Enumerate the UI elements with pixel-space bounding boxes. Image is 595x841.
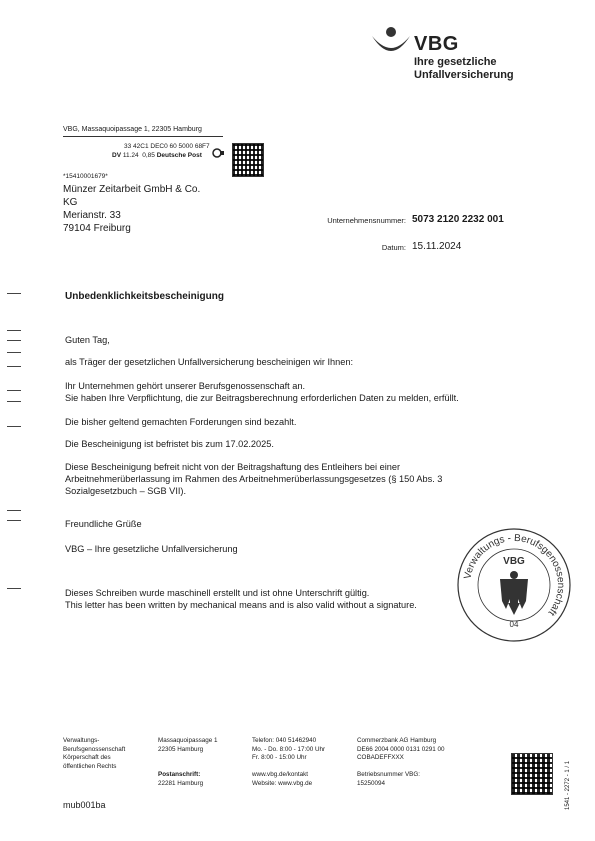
footer-line: Körperschaft des bbox=[63, 754, 111, 761]
postage-service: Deutsche Post bbox=[156, 152, 202, 159]
margin-mark bbox=[7, 352, 21, 353]
company-number-value: 5073 2120 2232 001 bbox=[412, 214, 504, 225]
post-horn-icon bbox=[212, 148, 224, 158]
vbg-logo-icon bbox=[370, 26, 412, 56]
seal-center-text: VBG bbox=[503, 556, 525, 567]
recipient-city: 79104 Freiburg bbox=[63, 223, 131, 234]
footer-line: Commerzbank AG Hamburg bbox=[357, 737, 437, 744]
footer-line: öffentlichen Rechts bbox=[63, 762, 117, 770]
footer-contact bbox=[252, 737, 325, 788]
recipient-address bbox=[63, 170, 200, 235]
official-seal bbox=[456, 527, 572, 643]
note-german: Dieses Schreiben wurde maschinell erstellt und ist ohne Unterschrift gültig. bbox=[65, 588, 370, 598]
footer-line: Massaquoipassage 1 bbox=[158, 737, 218, 744]
date-label: Datum: bbox=[381, 243, 406, 252]
margin-mark bbox=[7, 390, 21, 391]
liability-line-1: Diese Bescheinigung befreit nicht von der Beitragshaftung des Entleihers bei einer bbox=[65, 462, 401, 472]
footer-line: DE66 2004 0000 0131 0291 00 bbox=[357, 745, 445, 753]
fold-mark bbox=[7, 293, 21, 294]
recipient-street: Merianstr. 33 bbox=[63, 210, 121, 221]
footer-line: Berufsgenossenschaft bbox=[63, 745, 126, 753]
seal-number: 04 bbox=[509, 620, 519, 629]
side-code: 1541 - 2272 - 1 / 1 bbox=[565, 760, 571, 810]
recipient-name-2: KG bbox=[63, 197, 78, 208]
footer-bank bbox=[357, 737, 445, 788]
margin-mark bbox=[7, 510, 21, 511]
intro-paragraph: als Träger der gesetzlichen Unfallversicherung bescheinigen wir Ihnen: bbox=[65, 357, 354, 367]
footer-line: Betriebsnummer VBG: bbox=[357, 771, 420, 778]
liability-line-2: Arbeitnehmerüberlassung im Rahmen des Arbeitnehmerüberlassungsgesetzes (§ 150 Abs. 3 bbox=[65, 474, 443, 484]
footer-line: Fr. 8:00 - 15:00 Uhr bbox=[252, 754, 307, 761]
footer-line: 22305 Hamburg bbox=[158, 745, 204, 753]
postage-date: 11.24 bbox=[122, 152, 139, 159]
liability-line-3: Sozialgesetzbuch – SGB VII). bbox=[65, 486, 187, 496]
footer-org bbox=[63, 737, 125, 771]
note-english: This letter has been written by mechanical means and is also valid without a signature. bbox=[65, 600, 417, 610]
postage-dv: DV bbox=[112, 152, 122, 159]
footer-line: Mo. - Do. 8:00 - 17:00 Uhr bbox=[252, 745, 326, 753]
margin-mark bbox=[7, 520, 21, 521]
sender-underline bbox=[63, 136, 223, 137]
postage-info bbox=[112, 142, 210, 160]
postage-price: 0,85 bbox=[142, 152, 155, 159]
seal-ring-text: Verwaltungs - Berufsgenossenschaft bbox=[462, 532, 567, 618]
footer-line: 22281 Hamburg bbox=[158, 779, 204, 787]
subject: Unbedenklichkeitsbescheinigung bbox=[65, 291, 224, 302]
greeting: Guten Tag, bbox=[65, 335, 110, 345]
fold-mark bbox=[7, 588, 21, 589]
margin-mark bbox=[7, 330, 21, 331]
validity-line: Die Bescheinigung ist befristet bis zum 17.02.2025. bbox=[65, 439, 274, 449]
margin-mark bbox=[7, 426, 21, 427]
membership-line: Ihr Unternehmen gehört unserer Berufsgenossenschaft an. bbox=[65, 381, 306, 391]
margin-mark bbox=[7, 340, 21, 341]
logo-tagline-2: Unfallversicherung bbox=[414, 69, 514, 81]
logo bbox=[414, 33, 514, 82]
postage-code: 33 42C1 DEC0 60 5000 68F7 bbox=[124, 143, 210, 150]
logo-name: VBG bbox=[414, 33, 459, 55]
logo-tagline-1: Ihre gesetzliche bbox=[414, 56, 497, 68]
postage-line bbox=[112, 151, 210, 160]
recipient-name-1: Münzer Zeitarbeit GmbH & Co. bbox=[63, 184, 201, 195]
footer-website-link[interactable]: Website: www.vbg.de bbox=[252, 779, 313, 787]
margin-mark bbox=[7, 366, 21, 367]
closing: Freundliche Grüße bbox=[65, 519, 142, 529]
date-value: 15.11.2024 bbox=[412, 241, 462, 252]
sender-line: VBG, Massaquoipassage 1, 22305 Hamburg bbox=[63, 126, 202, 133]
payment-line: Die bisher geltend gemachten Forderungen sind bezahlt. bbox=[65, 417, 297, 427]
obligation-line: Sie haben Ihre Verpflichtung, die zur Beitragsberechnung erforderlichen Daten zu melden, erfüllt. bbox=[65, 393, 459, 403]
margin-mark bbox=[7, 401, 21, 402]
footer-address bbox=[158, 737, 218, 788]
recipient-code: *15410001679* bbox=[63, 173, 108, 180]
document-id: mub001ba bbox=[63, 800, 106, 810]
footer-line: 15250094 bbox=[357, 779, 386, 787]
footer-line: Telefon: 040 51462940 bbox=[252, 737, 317, 744]
footer-postal-label: Postanschrift: bbox=[158, 771, 201, 778]
postage-qr-code bbox=[232, 143, 264, 177]
footer-contact-link[interactable]: www.vbg.de/kontakt bbox=[252, 771, 309, 778]
company-number-label: Unternehmensnummer: bbox=[327, 216, 406, 225]
footer-qr-code bbox=[511, 753, 553, 795]
signature: VBG – Ihre gesetzliche Unfallversicherung bbox=[65, 544, 238, 554]
eagle-icon bbox=[500, 571, 528, 615]
footer-line: COBADEFFXXX bbox=[357, 754, 404, 761]
footer-line: Verwaltungs- bbox=[63, 737, 100, 744]
